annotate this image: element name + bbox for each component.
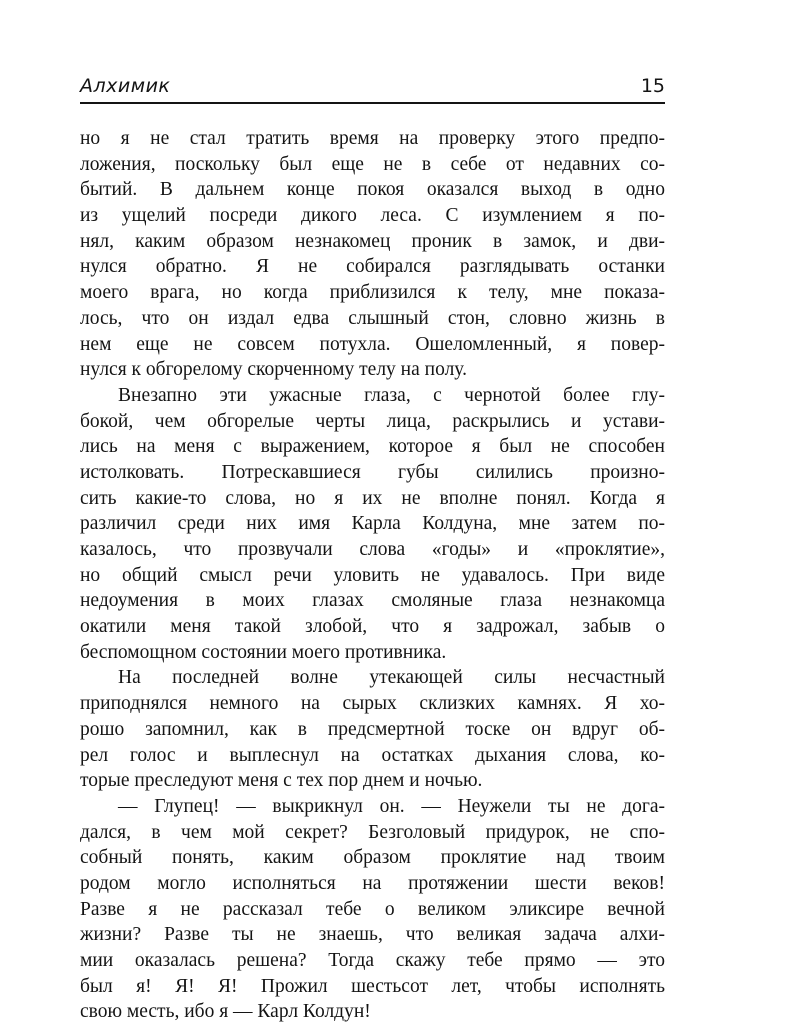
text-line: казалось, что прозвучали слова «годы» и «проклятие»,: [80, 539, 665, 560]
text-line: недоумения в моих глазах смоляные глаза незнакомца: [80, 590, 665, 612]
page-number: 15: [640, 75, 665, 97]
text-line: лось, что он издал едва слышный стон, словно жизнь в: [80, 307, 665, 329]
body-text: [80, 126, 665, 1025]
text-line: — Глупец! — выкрикнул он. — Неужели ты не дога-: [118, 795, 665, 817]
text-line: родом могло исполняться на протяжении шести веков!: [80, 872, 665, 894]
text-line: но общий смысл речи уловить не удавалось. При виде: [80, 564, 665, 586]
book-title: Алхимик: [80, 75, 171, 97]
text-line: окатили меня такой злобой, что я задрожал, забыв о: [80, 616, 665, 638]
text-line: рошо запомнил, как в предсмертной тоске он вдруг об-: [80, 718, 665, 740]
text-line: свою месть, ибо я — Карл Колдун!: [80, 1001, 371, 1023]
book-page: [80, 72, 665, 1025]
text-line: мии оказалась решена? Тогда скажу тебе прямо — это: [80, 950, 665, 971]
text-line: лись на меня с выражением, которое я был не способен: [80, 436, 665, 458]
text-line: из ущелий посреди дикого леса. С изумлением я по-: [80, 205, 665, 227]
text-line: На последней волне утекающей силы несчастный: [118, 667, 665, 689]
text-line: дался, в чем мой секрет? Безголовый придурок, не спо-: [80, 821, 665, 843]
text-line: нял, каким образом незнакомец проник в замок, и дви-: [80, 230, 665, 252]
text-line: рел голос и выплеснул на остатках дыхания слова, ко-: [80, 744, 665, 766]
text-line: истолковать. Потрескавшиеся губы силились произно-: [80, 461, 665, 483]
text-line: собный понять, каким образом проклятие над твоим: [80, 847, 665, 869]
text-line: различил среди них имя Карла Колдуна, мне затем по-: [80, 513, 665, 535]
text-line: бытий. В дальнем конце покоя оказался выход в одно: [80, 179, 665, 201]
running-header: [80, 72, 665, 104]
text-line: нем еще не совсем потухла. Ошеломленный, я повер-: [80, 333, 665, 355]
text-line: Внезапно эти ужасные глаза, с чернотой более глу-: [118, 384, 665, 406]
text-line: ложения, поскольку был еще не в себе от недавних со-: [80, 153, 665, 175]
text-line: бокой, чем обгорелые черты лица, раскрылись и устави-: [80, 410, 665, 432]
text-line: нулся обратно. Я не собирался разглядывать останки: [80, 256, 665, 278]
paragraph: [80, 126, 665, 383]
paragraph: [80, 665, 665, 793]
text-line: сить какие-то слова, но я их не вполне понял. Когда я: [80, 487, 665, 509]
text-line: но я не стал тратить время на проверку этого предпо-: [80, 128, 665, 149]
text-line: моего врага, но когда приблизился к телу, мне показа-: [80, 282, 665, 304]
paragraph: [80, 383, 665, 666]
text-line: нулся к обгорелому скорченному телу на полу.: [80, 359, 467, 381]
text-line: Разве я не рассказал тебе о великом эликсире вечной: [80, 898, 665, 920]
text-line: был я! Я! Я! Прожил шестьсот лет, чтобы исполнять: [80, 975, 665, 997]
paragraph: [80, 794, 665, 1025]
text-line: приподнялся немного на сырых склизких камнях. Я хо-: [80, 693, 665, 715]
text-line: жизни? Разве ты не знаешь, что великая задача алхи-: [80, 924, 665, 946]
text-line: беспомощном состоянии моего противника.: [80, 641, 447, 663]
text-line: торые преследуют меня с тех пор днем и ночью.: [80, 770, 483, 792]
